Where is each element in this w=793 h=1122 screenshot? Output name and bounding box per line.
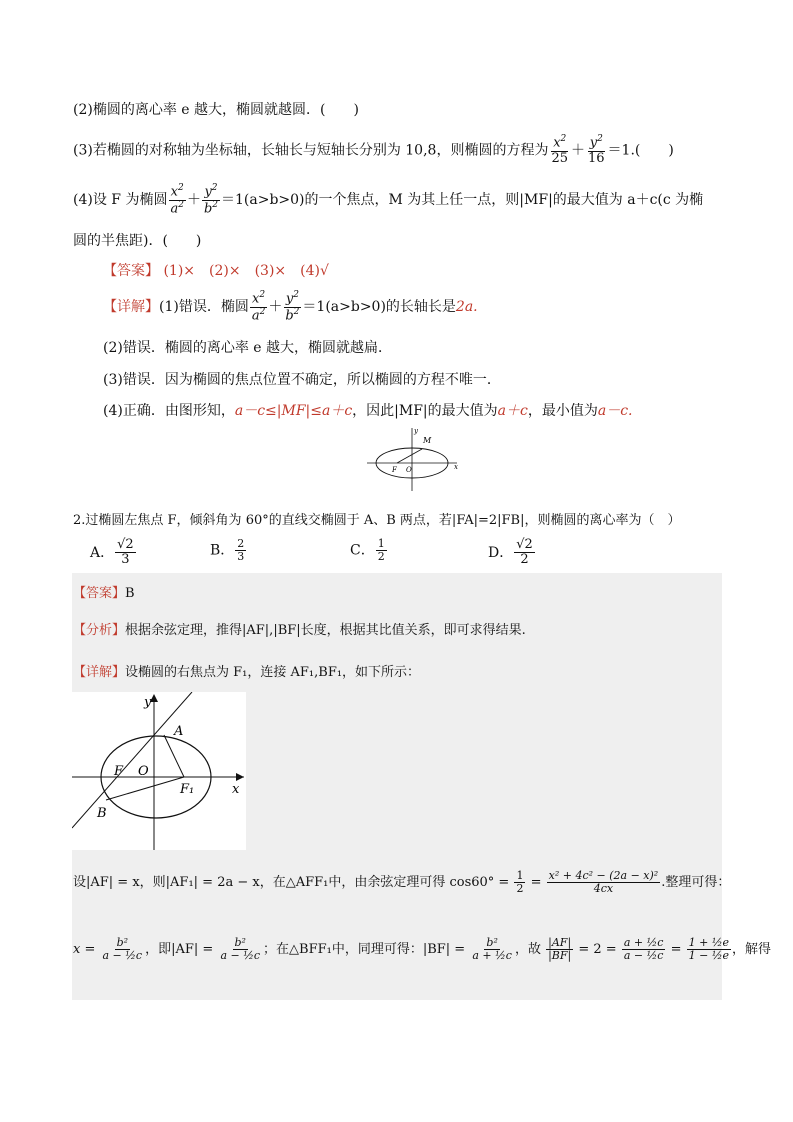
q2-eq1-cos-frac [547, 870, 661, 895]
q1-line3: (3)若椭圆的对称轴为坐标轴，长轴长与短轴长分别为 10,8，则椭圆的方程为 $\frac{x^2}{25}$ ＋ $\frac{y^2}{16}$ ＝1.( ) [73, 134, 674, 166]
q2-eq2-ratio-frac [546, 937, 573, 962]
fig1-mf-line [397, 449, 422, 463]
frac-x2-a2-detail: $\frac{x^2}{a^2}$ [251, 290, 266, 323]
q2-option-c [350, 538, 388, 563]
fig1-label-y: y [414, 427, 418, 435]
q1-detail1-pre: (1)错误．椭圆 [159, 299, 249, 316]
q2-eq1-pre: 设|AF| = x，则|AF₁| = 2a − x，在△AFF₁中，由余弦定理可得 cos60° = [73, 875, 510, 891]
q1-detail1: 【详解】(1)错误．椭圆 $\frac{x^2}{a^2}$ ＋ $\frac{y^2}{b^2}$ ＝1(a>b>0)的长轴长是2a. [103, 290, 478, 323]
fig2-label-b: B [97, 806, 107, 821]
fig1-label-x: x [454, 463, 458, 471]
frac-x2-25: $\frac{x^2}{25}$ [551, 134, 568, 166]
fig2-label-f: F [114, 764, 124, 779]
q1-detail2: (2)错误．椭圆的离心率 e 越大，椭圆就越扁． [103, 340, 393, 356]
q2-option-d-num: √2 [516, 537, 533, 552]
q2-option-b-label: B． [210, 542, 235, 559]
q2-option-a [90, 538, 137, 568]
frac-y2-16: $\frac{y^2}{16}$ [588, 134, 605, 166]
q1-detail4 [103, 400, 632, 420]
q2-eq2-frac1-den: a − ½c [102, 949, 143, 963]
q1-answer [103, 260, 329, 280]
q2-eq2-r1-den: a − ½c [623, 949, 664, 963]
q1-line3-post: ＝1.( ) [607, 142, 674, 159]
q2-option-b-frac [235, 538, 246, 563]
q2-detail-tag: 【详解】 [73, 665, 126, 680]
fig2-label-a: A [174, 724, 184, 739]
q1-detail1-val: 2a. [455, 299, 478, 316]
q2-eq2-eq: = 2 = [578, 942, 617, 958]
frac-y2-b2: $\frac{y^2}{b^2}$ [203, 183, 219, 216]
q2-eq2-ratio-den: |BF| [548, 949, 572, 963]
q2-eq1-num: x² + 4c² − (2a − x)² [548, 869, 659, 882]
q2-eq2-ratio: ，故 [514, 942, 541, 958]
q2-eq2-r1-num: a + ½c [623, 936, 664, 949]
q2-eq2-end: ，解得 [732, 942, 772, 958]
q1-line3-pre: (3)若椭圆的对称轴为坐标轴，长轴长与短轴长分别为 10,8，则椭圆的方程为 [73, 142, 549, 159]
q2-option-d [488, 538, 536, 568]
q2-option-b-num: 2 [237, 537, 245, 550]
q2-answer [73, 582, 135, 601]
q2-analysis [73, 619, 526, 638]
fig2-label-y: y [144, 695, 152, 710]
q1-line4b: 圆的半焦距)．( ) [73, 233, 202, 249]
fig1-label-o: O [406, 466, 412, 474]
q1-detail4-c: a＋c [497, 403, 528, 419]
q2-eq1-half-num: 1 [516, 869, 524, 882]
q2-answer-tag: 【答案】 [73, 586, 126, 601]
q2-eq2-frac1 [101, 937, 145, 962]
q2-eq2-frac2-num: b² [234, 936, 246, 949]
q2-option-b [210, 538, 247, 563]
q2-eq1-post: .整理可得： [661, 875, 731, 891]
q1-detail4-e: a－c. [597, 403, 633, 419]
q2-option-a-frac [115, 538, 136, 568]
q2-eq1-half-den: 2 [516, 882, 524, 896]
q2-eq2-frac3-den: a + ½c [472, 949, 512, 963]
q2-eq2-frac2 [218, 937, 262, 962]
q1-detail4-d: ，最小值为 [527, 403, 598, 419]
ellipse-figure-small [362, 425, 462, 493]
q2-option-d-label: D． [488, 544, 514, 561]
q2-option-b-den: 3 [237, 550, 245, 564]
q2-option-a-label: A． [90, 544, 115, 561]
q2-answer-text: B [125, 586, 135, 601]
q2-eq2-frac2-den: a − ½c [220, 949, 261, 963]
q1-line4-pre: (4)设 F 为椭圆 [73, 192, 168, 209]
q1-detail4-b: ，因此|MF|的最大值为 [352, 403, 498, 419]
fig2-label-x: x [232, 782, 240, 797]
fig1-label-m: M [423, 436, 432, 445]
q1-answer-text: (1)× (2)× (3)× (4)√ [163, 263, 329, 279]
q1-detail-tag: 【详解】 [103, 299, 159, 316]
q1-line4-post: ＝1(a>b>0)的一个焦点，M 为其上任一点，则|MF|的最大值为 a＋c(c 为椭 [221, 192, 704, 209]
q2-eq2-r1 [622, 937, 666, 962]
q1-detail4-a: a－c≤|MF|≤a＋c [234, 403, 353, 419]
q1-detail1-post: ＝1(a>b>0)的长轴长是 [302, 299, 456, 316]
q2-eq2: x = $\frac{\text{b²}}{\text{a − ½c}}$ ，即|AF| = $\frac{\text{b²}}{\text{a − ½c}}$ ；在△BFF₁中，同理可得：|BF| = $\frac{\text{b²}}{\text{a + ½c}}$ ，故 $\frac{|AF|}{|BF|}$ = 2 = $\frac{\text{a + ½c}}{\text{a − ½c}}$ = $\frac{\text{1 + ½e}}{\text{1 − ½e}}$ ，解得 [73, 936, 772, 963]
q2-eq2-r2-num: 1 + ½e [688, 936, 729, 949]
q2-detail-text: 设椭圆的右焦点为 F₁，连接 AF₁,BF₁，如下所示： [125, 665, 421, 680]
q2-eq2-r2 [687, 937, 731, 962]
q1-line2: (2)椭圆的离心率 e 越大，椭圆就越圆．( ) [73, 102, 359, 118]
q2-eq2-frac1-num: b² [116, 936, 129, 949]
q2-eq2-mid: ，即|AF| = [145, 942, 214, 958]
fig2-label-f1: F₁ [180, 782, 195, 797]
q2-eq2-x: x = [73, 942, 96, 958]
q2-option-d-den: 2 [520, 552, 529, 568]
q1-detail3: (3)错误．因为椭圆的焦点位置不确定，所以椭圆的方程不唯一． [103, 372, 501, 388]
fig2-background [72, 692, 246, 850]
fig2-label-o: O [138, 764, 149, 779]
ellipse-figure-large [72, 692, 246, 850]
q2-option-c-den: 2 [377, 550, 385, 564]
q2-option-c-frac [376, 538, 387, 563]
frac-y2-b2-detail: $\frac{y^2}{b^2}$ [285, 290, 300, 323]
q2-analysis-text: 根据余弦定理，推得|AF|,|BF|长度，根据其比值关系，即可求得结果. [125, 623, 526, 638]
q2-eq1-den: 4cx [593, 882, 614, 896]
q2-option-c-label: C． [350, 542, 375, 559]
q1-line4: (4)设 F 为椭圆 $\frac{x^2}{a^2}$ ＋ $\frac{y^2}{b^2}$ ＝1(a>b>0)的一个焦点，M 为其上任一点，则|MF|的最大值为 a＋c(c 为椭 [73, 183, 704, 216]
q2-option-d-frac [514, 538, 535, 568]
q2-analysis-tag: 【分析】 [73, 623, 126, 638]
q2-option-a-den: 3 [121, 552, 130, 568]
fig1-label-f: F [392, 466, 397, 474]
q2-eq2-frac3 [470, 937, 514, 962]
q1-answer-tag: 【答案】 [103, 263, 159, 279]
q1-detail4-pre: (4)正确．由图形知， [103, 403, 235, 419]
q2-eq2-r2-den: 1 − ½e [688, 949, 729, 963]
q2-eq2-frac3-num: b² [486, 936, 498, 949]
q2-eq2-ratio-num: |AF| [548, 936, 572, 949]
q2-stem: 2.过椭圆左焦点 F，倾斜角为 60°的直线交椭圆于 A、B 两点，若|FA|=2|FB|，则椭圆的离心率为（ ） [73, 513, 681, 528]
q2-eq2-mid2: ；在△BFF₁中，同理可得：|BF| = [263, 942, 466, 958]
q2-eq1: 设|AF| = x，则|AF₁| = 2a − x，在△AFF₁中，由余弦定理可得 cos60° = $\frac{1}{2}$ = $\frac{\text{x² + 4c² − (2a − x)²}}{4cx}$ .整理可得： [73, 869, 731, 896]
q2-detail [73, 661, 420, 680]
frac-x2-a2: $\frac{x^2}{a^2}$ [170, 183, 184, 216]
q2-option-a-num: √2 [117, 537, 134, 552]
q2-eq1-half [514, 870, 525, 895]
q2-option-c-num: 1 [377, 537, 385, 550]
